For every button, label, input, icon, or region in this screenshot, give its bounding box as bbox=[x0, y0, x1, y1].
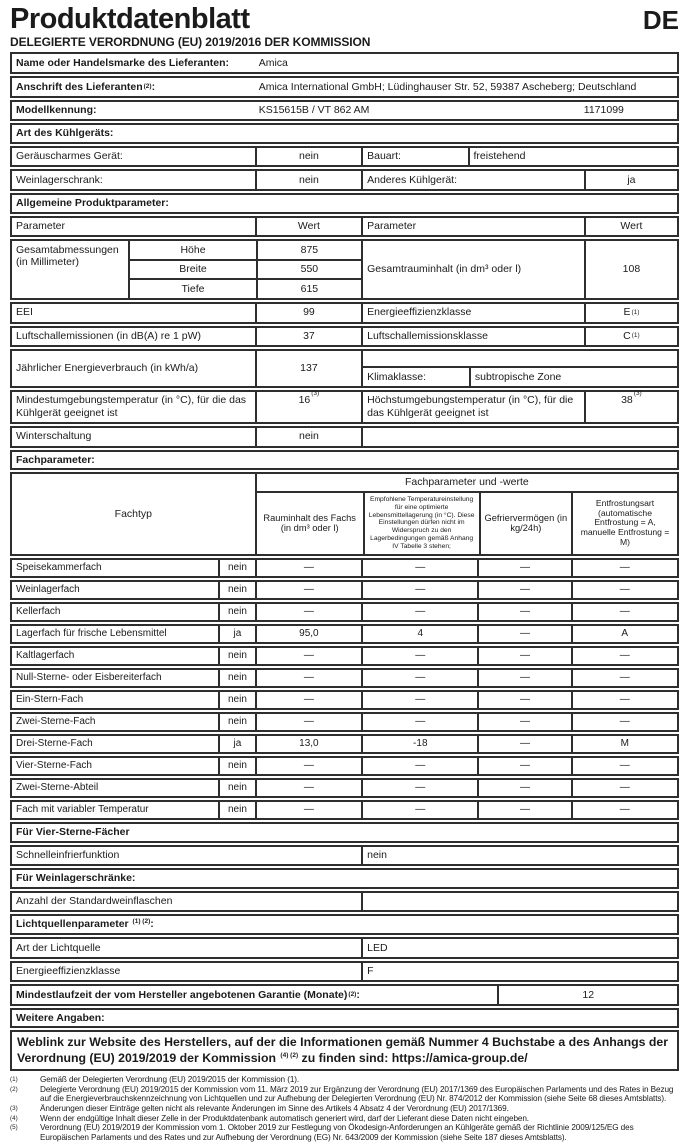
fach-volume-value: — bbox=[255, 758, 361, 774]
fach-type-label: Zwei-Sterne-Fach bbox=[16, 716, 96, 728]
other-appliance-label: Anderes Kühlgerät: bbox=[361, 171, 584, 189]
winter-setting-label: Winterschaltung bbox=[16, 430, 92, 443]
noise-class-value: C (1) bbox=[584, 328, 677, 346]
supplier-name-row bbox=[10, 52, 679, 74]
climate-stack bbox=[361, 351, 677, 386]
fach-volume-value: — bbox=[255, 582, 361, 598]
defrost-column-header: Entfrostungsart (automatische Entfrostung = A, manuelle Entfrostung = M) bbox=[571, 493, 677, 554]
fach-values-header bbox=[255, 474, 677, 554]
temperature-column-header: Empfohlene Temperatureinstellung für eine optimierte Lebensmittellagerung (in °C). Diese Einstellungen dürfen nicht im Widerspruch zu den Lagerbedingungen gemäß Anhang IV Tabelle 3 stehen; bbox=[363, 493, 479, 554]
weblink-row bbox=[10, 1030, 679, 1071]
footnote-marker: (1) bbox=[10, 1076, 18, 1084]
max-ambient-label: Höchstumgebungstemperatur (in °C), für die das Kühlgerät geeignet ist bbox=[361, 392, 584, 422]
fach-freezing-value: — bbox=[477, 604, 570, 620]
fach-defrost-value: A bbox=[571, 626, 677, 642]
min-ambient-label: Mindestumgebungstemperatur (in °C), für die das Kühlgerät geeignet ist bbox=[16, 394, 247, 419]
fast-freeze-value: nein bbox=[361, 847, 677, 865]
noise-class-label: Luftschallemissionsklasse bbox=[361, 328, 584, 346]
wine-bottles-label: Anzahl der Standardweinflaschen bbox=[16, 895, 173, 908]
fach-freezing-value: — bbox=[477, 802, 570, 818]
dimension-row-width bbox=[130, 259, 361, 279]
colon: : bbox=[151, 80, 156, 93]
footnote-text: Wenn der endgültige Inhalt dieser Zelle in der Produktdatenbank automatisch generiert wird, darf der Lieferant diese Daten nicht eingeben. bbox=[40, 1113, 529, 1123]
colon: : bbox=[150, 918, 154, 931]
fach-freezing-value: — bbox=[477, 648, 570, 664]
climate-empty-cell bbox=[363, 351, 677, 368]
fach-freezing-value: — bbox=[477, 670, 570, 686]
low-noise-value: nein bbox=[255, 148, 361, 166]
fach-defrost-value: — bbox=[571, 780, 677, 796]
language-code: DE bbox=[642, 5, 679, 36]
energy-class-label: Energieeffizienzklasse bbox=[361, 304, 584, 322]
total-volume-value: 108 bbox=[584, 241, 677, 298]
type-row-2 bbox=[10, 169, 679, 191]
total-volume-label: Gesamtrauminhalt (in dm³ oder l) bbox=[361, 241, 584, 298]
regulation-subtitle: DELEGIERTE VERORDNUNG (EU) 2019/2016 DER KOMMISSION bbox=[10, 35, 371, 50]
fach-volume-value: — bbox=[255, 714, 361, 730]
footnote-text: Delegierte Verordnung (EU) 2019/2015 der Kommission vom 11. März 2019 zur Ergänzung der Verordnung (EU) 2017/1369 des Europäischen Parlaments und des Rates in Bezug auf die Energieverbrauchskennzeichnung von Lichtquellen und zur Aufhebung der Delegierten Verordnung (EU) Nr. 874/2012 der Kommission (siehe Seite 68 dieses Amtsblatts). bbox=[40, 1084, 674, 1104]
section-general-title: Allgemeine Produktparameter: bbox=[16, 197, 169, 209]
fach-present-value: nein bbox=[218, 802, 255, 818]
footnote-2 bbox=[10, 1085, 679, 1104]
noise-row bbox=[10, 326, 679, 348]
light-type-label: Art der Lichtquelle bbox=[16, 941, 101, 954]
document-header bbox=[10, 4, 679, 34]
footnote-marker: (2) bbox=[10, 1085, 18, 1093]
section-four-star-title: Für Vier-Sterne-Fächer bbox=[16, 826, 130, 839]
section-more-title: Weitere Angaben: bbox=[16, 1011, 105, 1024]
fach-table-header bbox=[10, 472, 679, 556]
light-class-label: Energieeffizienzklasse bbox=[16, 965, 121, 978]
wine-storage-value: nein bbox=[255, 171, 361, 189]
model-row bbox=[10, 100, 679, 122]
weblink-text bbox=[12, 1032, 677, 1069]
section-four-star-header bbox=[10, 822, 679, 843]
fach-temperature-value: 4 bbox=[361, 626, 477, 642]
dimensions-subtable bbox=[128, 241, 361, 298]
section-light-header bbox=[10, 914, 679, 935]
fach-row bbox=[10, 734, 679, 754]
fach-temperature-value: — bbox=[361, 714, 477, 730]
model-label: Modellkennung: bbox=[16, 104, 97, 117]
fach-temperature-value: — bbox=[361, 758, 477, 774]
fach-volume-value: 95,0 bbox=[255, 626, 361, 642]
fach-type-label: Kellerfach bbox=[16, 606, 61, 618]
winter-setting-row bbox=[10, 426, 679, 448]
type-row-1 bbox=[10, 146, 679, 168]
fach-defrost-value: — bbox=[571, 758, 677, 774]
footnote-text: Gemäß der Delegierten Verordnung (EU) 2019/2015 der Kommission (1). bbox=[40, 1075, 300, 1085]
fach-volume-value: — bbox=[255, 560, 361, 576]
general-column-header-row bbox=[10, 216, 679, 238]
width-label: Breite bbox=[179, 263, 207, 276]
weblink-body: Weblink zur Website des Herstellers, auf der die Informationen gemäß Nummer 4 Buchstabe a des Anhangs der Verordnung (EU) 2019/2019 der Kommission bbox=[17, 1035, 668, 1065]
col-header-wert-1: Wert bbox=[255, 218, 361, 236]
freezing-capacity-column-header: Gefriervermögen (in kg/24h) bbox=[479, 493, 571, 554]
fach-row bbox=[10, 690, 679, 710]
fach-volume-value: — bbox=[255, 670, 361, 686]
fach-freezing-value: — bbox=[477, 582, 570, 598]
fach-present-value: nein bbox=[218, 582, 255, 598]
fach-row bbox=[10, 756, 679, 776]
dimensions-row bbox=[10, 239, 679, 300]
footnote-1 bbox=[10, 1075, 679, 1085]
section-general-header bbox=[10, 193, 679, 214]
fast-freeze-label: Schnelleinfrierfunktion bbox=[16, 849, 120, 862]
supplier-address-value: Amica International GmbH; Lüdinghauser Str. 52, 59387 Ascheberg; Deutschland bbox=[258, 80, 637, 93]
fach-defrost-value: — bbox=[571, 560, 677, 576]
weblink-url: zu finden sind: https://amica-group.de/ bbox=[298, 1050, 528, 1065]
fach-type-label: Fach mit variabler Temperatur bbox=[16, 804, 149, 816]
volume-column-header: Rauminhalt des Fachs (in dm³ oder l) bbox=[263, 512, 356, 534]
fach-row bbox=[10, 580, 679, 600]
winter-setting-empty-cell bbox=[361, 428, 677, 446]
annual-energy-row bbox=[10, 349, 679, 388]
model-value: KS15615B / VT 862 AM bbox=[258, 104, 370, 117]
annual-energy-label: Jährlicher Energieverbrauch (in kWh/a) bbox=[16, 362, 199, 375]
footnote-5 bbox=[10, 1123, 679, 1142]
section-more-header bbox=[10, 1008, 679, 1029]
climate-class-value: subtropische Zone bbox=[469, 368, 677, 386]
max-ambient-number: 38 bbox=[621, 394, 633, 407]
depth-value: 615 bbox=[256, 280, 361, 298]
supplier-name-label: Name oder Handelsmarke des Lieferanten: bbox=[16, 56, 229, 69]
fach-volume-value: 13,0 bbox=[255, 736, 361, 752]
fach-freezing-value: — bbox=[477, 780, 570, 796]
section-type-title: Art des Kühlgeräts: bbox=[16, 127, 114, 140]
energy-class-value: E (1) bbox=[584, 304, 677, 322]
fach-defrost-value: M bbox=[571, 736, 677, 752]
footnote-ref: (1) (2) bbox=[132, 917, 151, 925]
energy-class-letter: E bbox=[623, 306, 631, 319]
fachtyp-header: Fachtyp bbox=[114, 507, 153, 520]
fach-row bbox=[10, 624, 679, 644]
supplier-address-label-text: Anschrift des Lieferanten bbox=[16, 80, 143, 93]
light-class-value: F bbox=[361, 963, 677, 981]
ambient-temperature-row bbox=[10, 390, 679, 424]
fach-row bbox=[10, 558, 679, 578]
col-header-parameter-2: Parameter bbox=[361, 218, 584, 236]
fach-temperature-value: — bbox=[361, 648, 477, 664]
fach-temperature-value: — bbox=[361, 692, 477, 708]
fach-present-value: nein bbox=[218, 692, 255, 708]
wine-bottles-row bbox=[10, 891, 679, 913]
fach-volume-value: — bbox=[255, 604, 361, 620]
fast-freeze-row bbox=[10, 845, 679, 867]
fach-temperature-value: — bbox=[361, 582, 477, 598]
fach-type-label: Weinlagerfach bbox=[16, 584, 80, 596]
light-class-row bbox=[10, 961, 679, 983]
eei-value: 99 bbox=[255, 304, 361, 322]
light-title-text: Lichtquellenparameter bbox=[16, 918, 129, 931]
eei-label: EEI bbox=[16, 306, 33, 319]
dimensions-label: Gesamtabmessungen (in Millimeter) bbox=[16, 243, 119, 269]
fach-present-value: nein bbox=[218, 758, 255, 774]
fach-row bbox=[10, 800, 679, 820]
fach-temperature-value: — bbox=[361, 780, 477, 796]
fach-defrost-value: — bbox=[571, 670, 677, 686]
fach-row bbox=[10, 778, 679, 798]
wine-bottles-value bbox=[361, 893, 677, 911]
footnote-marker: (3) bbox=[10, 1105, 18, 1113]
fach-row bbox=[10, 602, 679, 622]
fach-present-value: nein bbox=[218, 780, 255, 796]
footnote-marker: (4) bbox=[10, 1114, 18, 1122]
fach-volume-value: — bbox=[255, 802, 361, 818]
fach-freezing-value: — bbox=[477, 560, 570, 576]
fach-temperature-value: — bbox=[361, 560, 477, 576]
depth-label: Tiefe bbox=[181, 282, 205, 295]
fach-temperature-value: — bbox=[361, 802, 477, 818]
fach-freezing-value: — bbox=[477, 736, 570, 752]
fach-volume-value: — bbox=[255, 692, 361, 708]
section-fach-title: Fachparameter: bbox=[16, 453, 95, 466]
page-title: Produktdatenblatt bbox=[10, 3, 250, 35]
fach-defrost-value: — bbox=[571, 802, 677, 818]
footnotes-block bbox=[10, 1075, 679, 1143]
fach-present-value: nein bbox=[218, 560, 255, 576]
warranty-row bbox=[10, 984, 679, 1006]
warranty-label-text: Mindestlaufzeit der vom Hersteller angebotenen Garantie (Monate) bbox=[16, 988, 348, 1001]
noise-value: 37 bbox=[255, 328, 361, 346]
winter-setting-value: nein bbox=[255, 428, 361, 446]
fach-row bbox=[10, 646, 679, 666]
fach-type-label: Lagerfach für frische Lebensmittel bbox=[16, 628, 167, 640]
supplier-address-row bbox=[10, 76, 679, 98]
dimension-row-depth bbox=[130, 278, 361, 298]
annual-energy-value: 137 bbox=[255, 351, 361, 386]
min-ambient-number: 16 bbox=[298, 394, 311, 407]
wine-storage-label: Weinlagerschrank: bbox=[16, 173, 103, 186]
fach-type-label: Vier-Sterne-Fach bbox=[16, 760, 92, 772]
climate-class-label: Klimaklasse: bbox=[367, 370, 427, 383]
fach-freezing-value: — bbox=[477, 692, 570, 708]
light-type-value: LED bbox=[361, 939, 677, 957]
noise-label: Luftschallemissionen (in dB(A) re 1 pW) bbox=[16, 330, 201, 343]
max-ambient-value: 38 (3) bbox=[584, 392, 677, 422]
fach-volume-value: — bbox=[255, 780, 361, 796]
fach-row bbox=[10, 668, 679, 688]
fach-freezing-value: — bbox=[477, 714, 570, 730]
fach-present-value: nein bbox=[218, 714, 255, 730]
footnote-3 bbox=[10, 1104, 679, 1114]
fach-defrost-value: — bbox=[571, 692, 677, 708]
fach-defrost-value: — bbox=[571, 648, 677, 664]
fach-type-label: Zwei-Sterne-Abteil bbox=[16, 782, 99, 794]
fach-freezing-value: — bbox=[477, 626, 570, 642]
min-ambient-value: 16 (3) bbox=[255, 392, 361, 422]
fach-type-label: Null-Sterne- oder Eisbereiterfach bbox=[16, 672, 162, 684]
fach-defrost-value: — bbox=[571, 582, 677, 598]
warranty-value: 12 bbox=[497, 986, 677, 1004]
other-appliance-value: ja bbox=[584, 171, 677, 189]
fach-present-value: ja bbox=[218, 736, 255, 752]
design-type-label: Bauart: bbox=[361, 148, 467, 166]
fach-temperature-value: — bbox=[361, 670, 477, 686]
fach-defrost-value: — bbox=[571, 604, 677, 620]
design-type-value: freistehend bbox=[468, 148, 677, 166]
supplier-address-label: Anschrift des Lieferanten (2) : bbox=[16, 80, 156, 93]
fach-type-label: Kaltlagerfach bbox=[16, 650, 75, 662]
height-label: Höhe bbox=[180, 243, 206, 256]
fach-row bbox=[10, 712, 679, 732]
warranty-label: Mindestlaufzeit der vom Hersteller angebotenen Garantie (Monate) (2) : bbox=[16, 988, 360, 1001]
fach-type-label: Drei-Sterne-Fach bbox=[16, 738, 93, 750]
climate-row bbox=[363, 368, 677, 386]
fach-type-label: Ein-Stern-Fach bbox=[16, 694, 84, 706]
low-noise-label: Geräuscharmes Gerät: bbox=[16, 150, 123, 163]
fach-present-value: nein bbox=[218, 648, 255, 664]
section-type-header bbox=[10, 123, 679, 144]
fach-volume-value: — bbox=[255, 648, 361, 664]
col-header-parameter-1: Parameter bbox=[16, 220, 66, 233]
fach-present-value: nein bbox=[218, 670, 255, 686]
dimension-row-height bbox=[130, 241, 361, 259]
section-light-title bbox=[12, 916, 158, 933]
model-number: 1171099 bbox=[583, 104, 624, 117]
footnote-text: Verordnung (EU) 2019/2019 der Kommission vom 1. Oktober 2019 zur Festlegung von Ökodesign-Anforderungen an Kühlgeräte gemäß der Richtlinie 2009/125/EG des Europäischen Parlaments und des Rates und zur Aufhebung der Verordnung (EG) Nr. 643/2009 der Kommission (siehe Seite 187 dieses Amtsblatts). bbox=[40, 1123, 634, 1143]
fach-type-label: Speisekammerfach bbox=[16, 562, 102, 574]
fach-group-header: Fachparameter und -werte bbox=[257, 474, 677, 493]
noise-class-letter: C bbox=[623, 330, 631, 343]
colon: : bbox=[356, 988, 360, 1001]
height-value: 875 bbox=[256, 241, 361, 259]
fach-temperature-value: -18 bbox=[361, 736, 477, 752]
light-type-row bbox=[10, 937, 679, 959]
fach-freezing-value: — bbox=[477, 758, 570, 774]
fach-column-headers bbox=[257, 493, 677, 554]
section-wine-header bbox=[10, 868, 679, 889]
supplier-name-value: Amica bbox=[258, 56, 288, 69]
width-value: 550 bbox=[256, 261, 361, 279]
fach-temperature-value: — bbox=[361, 604, 477, 620]
fach-present-value: nein bbox=[218, 604, 255, 620]
fach-table-body bbox=[10, 558, 679, 820]
eei-row bbox=[10, 302, 679, 324]
footnote-text: Änderungen dieser Einträge gelten nicht als relevante Änderungen im Sinne des Artikels 4 Absatz 4 der Verordnung (EU) 2017/1369. bbox=[40, 1104, 509, 1114]
section-fach-header bbox=[10, 450, 679, 471]
col-header-wert-2: Wert bbox=[584, 218, 677, 236]
footnote-marker: (5) bbox=[10, 1124, 18, 1132]
section-wine-title: Für Weinlagerschränke: bbox=[16, 872, 136, 885]
fach-present-value: ja bbox=[218, 626, 255, 642]
fach-defrost-value: — bbox=[571, 714, 677, 730]
footnote-ref: (4) (2) bbox=[280, 1051, 299, 1059]
